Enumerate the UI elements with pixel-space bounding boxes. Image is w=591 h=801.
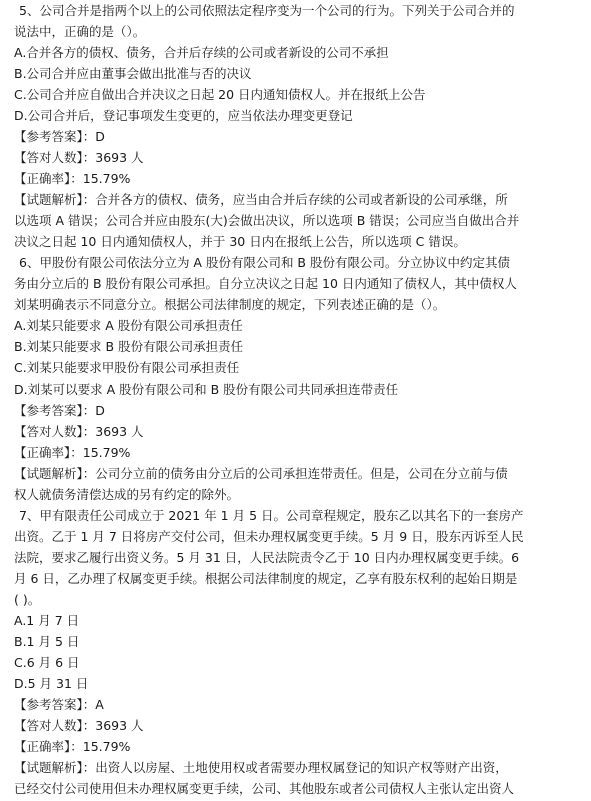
q6-correct-rate: 【正确率】：15.79%	[14, 444, 131, 460]
q7-analysis-cont: 已经交付公司使用但未办理权属变更手续，公司、其他股东或者公司债权人主张认定出资人	[14, 781, 515, 796]
q5-answer: 【参考答案】：D	[14, 129, 105, 145]
q5-option-d: D.公司合并后，登记事项发生变更的，应当依法办理变更登记	[14, 108, 353, 124]
q7-option-d: D.5 月 31 日	[14, 675, 89, 691]
q5-correct-rate: 【正确率】：15.79%	[14, 171, 131, 187]
q7-option-c: C.6 月 6 日	[14, 654, 80, 670]
q7-stem-cont: ( )。	[14, 591, 41, 607]
q7-answer: 【参考答案】：A	[14, 696, 104, 712]
q6-analysis-cont: 权人就债务清偿达成的另有约定的除外。	[14, 486, 240, 502]
q5-option-a: A.合并各方的债权、债务，合并后存续的公司或者新设的公司不承担	[14, 45, 389, 61]
q7-stem-cont: 法院，要求乙履行出资义务。5 月 31 日，人民法院责令乙于 10 日内办理权属变更手续。6	[14, 549, 520, 565]
q7-correct-count: 【答对人数】：3693 人	[14, 717, 144, 733]
q7-analysis: 【试题解析】：出资人以房屋、土地使用权或者需要办理权属登记的知识产权等财产出资，	[14, 759, 508, 775]
q5-option-c: C.公司合并应自做出合并决议之日起 20 日内通知债权人。并在报纸上公告	[14, 87, 426, 103]
q6-stem-cont: 刘某明确表示不同意分立。根据公司法律制度的规定，下列表述正确的是（）。	[14, 297, 446, 313]
q6-option-c: C.刘某只能要求甲股份有限公司承担责任	[14, 360, 240, 376]
q7-option-a: A.1 月 7 日	[14, 612, 80, 628]
q5-stem-cont: 说法中，正确的是（）。	[14, 24, 146, 39]
q5-analysis-cont: 以选项 A 错误；公司合并应由股东(大)会做出决议，所以选项 B 错误；公司应当自做出合并	[14, 213, 520, 229]
q6-analysis: 【试题解析】：公司分立前的债务由分立后的公司承担连带责任。但是，公司在分立前与债	[14, 465, 508, 481]
q6-answer: 【参考答案】：D	[14, 402, 105, 418]
q5-correct-count: 【答对人数】：3693 人	[14, 150, 144, 166]
q7-correct-rate: 【正确率】：15.79%	[14, 738, 131, 754]
q6-option-b: B.刘某只能要求 B 股份有限公司承担责任	[14, 339, 244, 355]
q5-analysis: 【试题解析】：合并各方的债权、债务，应当由合并后存续的公司或者新设的公司承继，所	[14, 192, 508, 208]
q6-stem: 6、甲股份有限公司依法分立为 A 股份有限公司和 B 股份有限公司。分立协议中约定其债	[19, 255, 510, 271]
q6-correct-count: 【答对人数】：3693 人	[14, 423, 144, 439]
q5-option-b: B.公司合并应由董事会做出批准与否的决议	[14, 66, 252, 82]
q7-stem-cont: 月 6 日，乙办理了权属变更手续。根据公司法律制度的规定，乙享有股东权利的起始日期是	[14, 570, 518, 586]
q5-stem: 5、公司合并是指两个以上的公司依照法定程序变为一个公司的行为。下列关于公司合并的	[19, 3, 515, 18]
q5-analysis-cont: 决议之日起 10 日内通知债权人，并于 30 日内在报纸上公告，所以选项 C 错误。	[14, 234, 466, 250]
q7-stem-cont: 出资。乙于 1 月 7 日将房产交付公司，但未办理权属变更手续。5 月 9 日，股东丙诉至人民	[14, 528, 524, 544]
q6-stem-cont: 务由分立后的 B 股份有限公司承担。自分立决议之日起 10 日内通知了债权人，其中债权人	[14, 276, 517, 292]
q6-option-a: A.刘某只能要求 A 股份有限公司承担责任	[14, 318, 243, 334]
q7-option-b: B.1 月 5 日	[14, 633, 80, 649]
q6-option-d: D.刘某可以要求 A 股份有限公司和 B 股份有限公司共同承担连带责任	[14, 381, 399, 397]
q7-stem: 7、甲有限责任公司成立于 2021 年 1 月 5 日。公司章程规定，股东乙以其名下的一套房产	[19, 507, 524, 523]
